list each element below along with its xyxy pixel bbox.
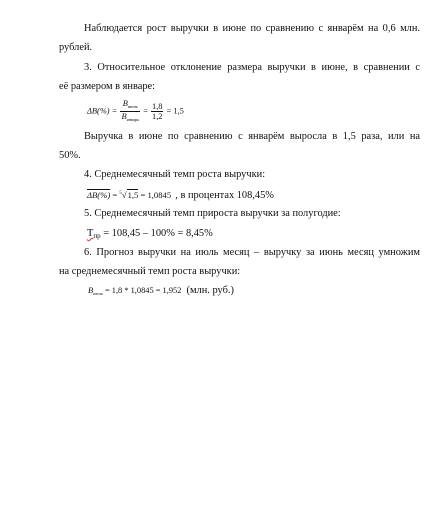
root-index: 5 — [119, 191, 122, 196]
section-heading: 4. Среднемесячный темп роста выручки: — [84, 169, 266, 180]
paragraph-line: 6. Прогноз выручки на июль месяц – выручку за июнь месяц умножим — [84, 247, 420, 258]
formula-relative-deviation: ΔB(%) = $\frac{B_{июнь}}{B_{январь}}$ = $\frac{1,8}{1,2}$ = 1,5 — [87, 99, 184, 122]
paragraph-line: на среднемесячный темп роста выручки: — [59, 266, 241, 277]
formula-result: = 1,5 — [166, 106, 184, 116]
formula-fraction-values: $\frac{1,8}{1,2}$ — [152, 102, 163, 121]
radicand: 1,5 — [127, 189, 139, 200]
formula-var: Тпр — [87, 228, 101, 240]
formula-forecast: $B_{июль} = 1,8 * 1,0845 = 1,952$ (млн. руб.) — [88, 285, 234, 296]
paragraph-line: 50%. — [59, 150, 81, 161]
section-heading: 5. Среднемесячный темп прироста выручки за полугодие: — [84, 208, 341, 219]
formula-tail: , в процентах 108,45% — [175, 189, 274, 201]
paragraph-line: её размером в январе: — [59, 81, 156, 92]
root-sign: √ — [121, 189, 127, 200]
formula-monthly-growth: ΔB(%) = $^5$√1,5 = 1,0845 , в процентах 108,45% — [87, 189, 274, 201]
formula-expression: = 1,8 * 1,0845 = 1,952 — [104, 286, 182, 295]
formula-fraction-symbolic: $\frac{B_{июнь}}{B_{январь}}$ — [121, 99, 140, 122]
formula-growth-increment — [87, 227, 213, 243]
formula-unit: (млн. руб.) — [186, 285, 234, 296]
formula-result: = 1,0845 — [140, 189, 172, 200]
paragraph-line: Выручка в июне по сравнению с январём выросла в 1,5 раза, или на — [84, 131, 420, 142]
paragraph-line: рублей. — [59, 42, 93, 53]
paragraph-line: Наблюдается рост выручки в июне по сравнению с январём на 0,6 млн. — [84, 23, 420, 34]
formula-lhs: ΔB(%) = — [87, 106, 118, 116]
formula-expression: = 108,45 – 100% = 8,45% — [103, 228, 213, 239]
formula-lhs: ΔB(%) — [87, 189, 111, 200]
paragraph-line: 3. Относительное отклонение размера выручки в июне, в сравнении с — [84, 62, 420, 73]
